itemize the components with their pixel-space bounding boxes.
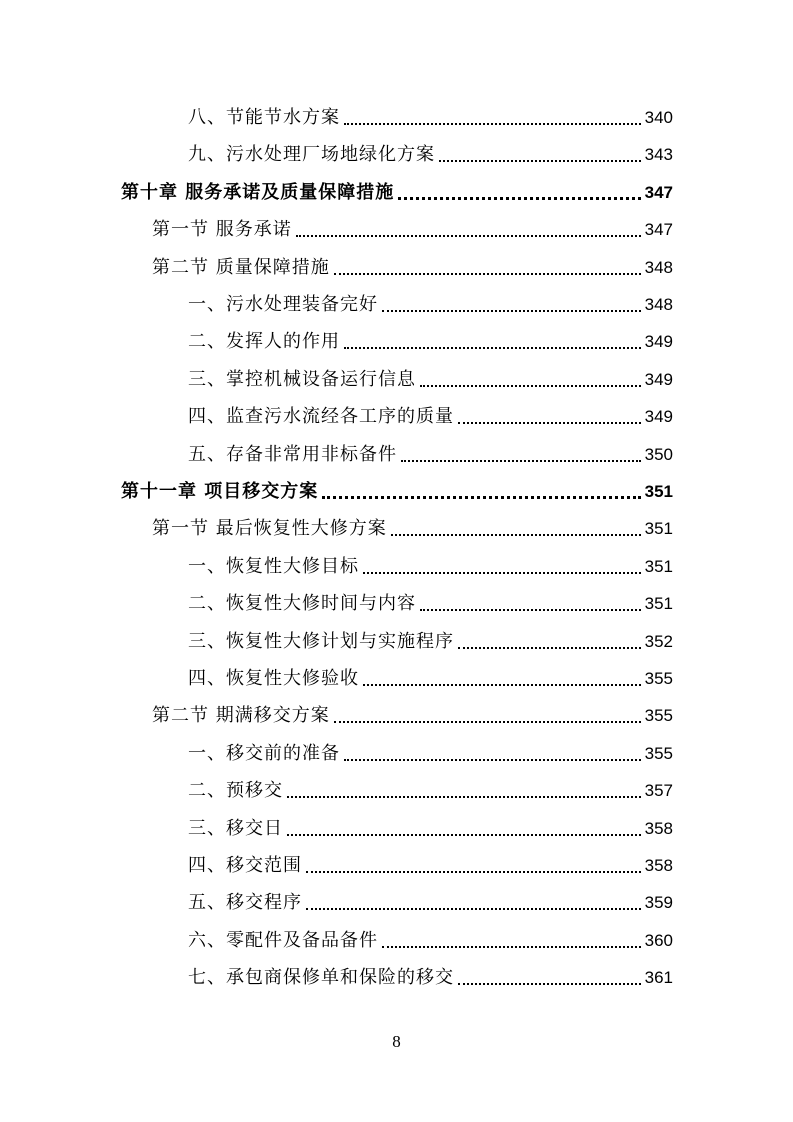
toc-entry-item[interactable]	[188, 811, 673, 841]
toc-entry-title: 第二节 期满移交方案	[152, 705, 330, 727]
toc-entry-item[interactable]	[188, 549, 673, 579]
toc-entry-page-number: 349	[644, 407, 673, 427]
dot-leader	[382, 946, 641, 948]
toc-entry-chapter[interactable]	[121, 175, 673, 205]
toc-entry-page-number: 349	[644, 369, 673, 389]
dot-leader	[458, 647, 641, 649]
toc-entry-item[interactable]	[188, 324, 673, 354]
toc-entry-title: 第十章 服务承诺及质量保障措施	[121, 181, 395, 203]
toc-entry-title: 五、移交程序	[188, 892, 302, 914]
dot-leader	[296, 235, 641, 237]
toc-entry-title: 第一节 服务承诺	[152, 219, 292, 241]
toc-entry-item[interactable]	[188, 137, 673, 167]
toc-entry-title: 九、污水处理厂场地绿化方案	[188, 144, 435, 166]
toc-entry-section[interactable]	[152, 511, 673, 541]
toc-entry-page-number: 360	[644, 930, 673, 950]
dot-leader	[344, 759, 641, 761]
toc-entry-item[interactable]	[188, 287, 673, 317]
toc-entry-title: 一、污水处理装备完好	[188, 294, 378, 315]
toc-entry-page-number: 348	[644, 257, 673, 277]
toc-entry-item[interactable]	[188, 885, 673, 915]
toc-entry-title: 二、恢复性大修时间与内容	[188, 593, 416, 615]
toc-entry-item[interactable]	[188, 848, 673, 878]
dot-leader	[363, 572, 641, 574]
toc-entry-title: 第一节 最后恢复性大修方案	[152, 518, 387, 540]
toc-entry-title: 第二节 质量保障措施	[152, 256, 330, 278]
dot-leader	[458, 983, 641, 985]
toc-entry-chapter[interactable]	[121, 474, 673, 504]
toc-entry-page-number: 357	[644, 781, 673, 801]
dot-leader	[287, 796, 641, 798]
toc-entry-page-number: 351	[644, 482, 673, 501]
toc-entry-item[interactable]	[188, 100, 673, 130]
dot-leader	[344, 123, 641, 125]
dot-leader	[334, 721, 641, 723]
toc-entry-page-number: 358	[644, 818, 673, 838]
toc-entry-page-number: 352	[644, 631, 673, 651]
dot-leader	[306, 871, 641, 873]
toc-entry-title: 三、掌控机械设备运行信息	[188, 368, 416, 390]
dot-leader	[391, 534, 641, 536]
toc-entry-title: 五、存备非常用非标备件	[188, 443, 397, 465]
toc-entry-title: 四、监查污水流经各工序的质量	[188, 406, 454, 428]
dot-leader	[420, 385, 641, 387]
dot-leader	[401, 460, 641, 462]
dot-leader	[420, 609, 641, 611]
toc-entry-section[interactable]	[152, 698, 673, 728]
toc-entry-title: 七、承包商保修单和保险的移交	[188, 967, 454, 989]
toc-entry-title: 一、移交前的准备	[188, 742, 340, 764]
toc-entry-page-number: 340	[644, 108, 673, 127]
dot-leader	[287, 834, 641, 836]
toc-entry-page-number: 349	[644, 332, 673, 352]
dot-leader	[306, 908, 641, 910]
dot-leader	[344, 347, 641, 349]
toc-entry-title: 一、恢复性大修目标	[188, 555, 359, 577]
dot-leader	[334, 273, 641, 275]
toc-entry-item[interactable]	[188, 736, 673, 766]
dot-leader	[439, 160, 641, 162]
toc-entry-page-number: 355	[644, 669, 673, 688]
toc-entry-section[interactable]	[152, 250, 673, 280]
toc-entry-page-number: 351	[644, 594, 673, 614]
toc-entry-item[interactable]	[188, 661, 673, 691]
toc-entry-title: 三、移交日	[188, 817, 283, 839]
toc-entry-title: 四、恢复性大修验收	[188, 668, 359, 689]
toc-entry-page-number: 355	[644, 706, 673, 726]
toc-entry-page-number: 350	[644, 444, 673, 464]
toc-entry-item[interactable]	[188, 923, 673, 953]
dot-leader	[382, 310, 641, 312]
dot-leader	[398, 197, 640, 200]
toc-entry-item[interactable]	[188, 624, 673, 654]
page-number: 8	[392, 1032, 401, 1051]
toc-entry-item[interactable]	[188, 362, 673, 392]
toc-entry-page-number: 361	[644, 968, 673, 988]
toc-entry-title: 八、节能节水方案	[188, 107, 340, 128]
toc-entry-page-number: 359	[644, 893, 673, 913]
toc-entry-page-number: 351	[644, 556, 673, 576]
toc-entry-page-number: 351	[644, 519, 673, 539]
toc-entry-page-number: 355	[644, 743, 673, 763]
dot-leader	[322, 496, 640, 499]
toc-entry-item[interactable]	[188, 773, 673, 803]
toc-entry-page-number: 347	[644, 220, 673, 240]
toc-entry-title: 六、零配件及备品备件	[188, 929, 378, 951]
toc-entry-item[interactable]	[188, 437, 673, 467]
toc-entry-title: 四、移交范围	[188, 855, 302, 876]
toc-entry-title: 二、发挥人的作用	[188, 331, 340, 353]
toc-entry-page-number: 348	[644, 295, 673, 314]
dot-leader	[458, 422, 641, 424]
toc-entry-page-number: 343	[644, 145, 673, 165]
toc-entry-title: 三、恢复性大修计划与实施程序	[188, 630, 454, 652]
toc-entry-item[interactable]	[188, 960, 673, 990]
toc-entry-section[interactable]	[152, 212, 673, 242]
toc-entry-item[interactable]	[188, 399, 673, 429]
toc-entry-title: 第十一章 项目移交方案	[121, 481, 319, 502]
toc-entry-title: 二、预移交	[188, 780, 283, 802]
toc-entry-page-number: 347	[644, 182, 673, 202]
toc-entry-page-number: 358	[644, 856, 673, 875]
dot-leader	[363, 684, 641, 686]
toc-entry-item[interactable]	[188, 586, 673, 616]
